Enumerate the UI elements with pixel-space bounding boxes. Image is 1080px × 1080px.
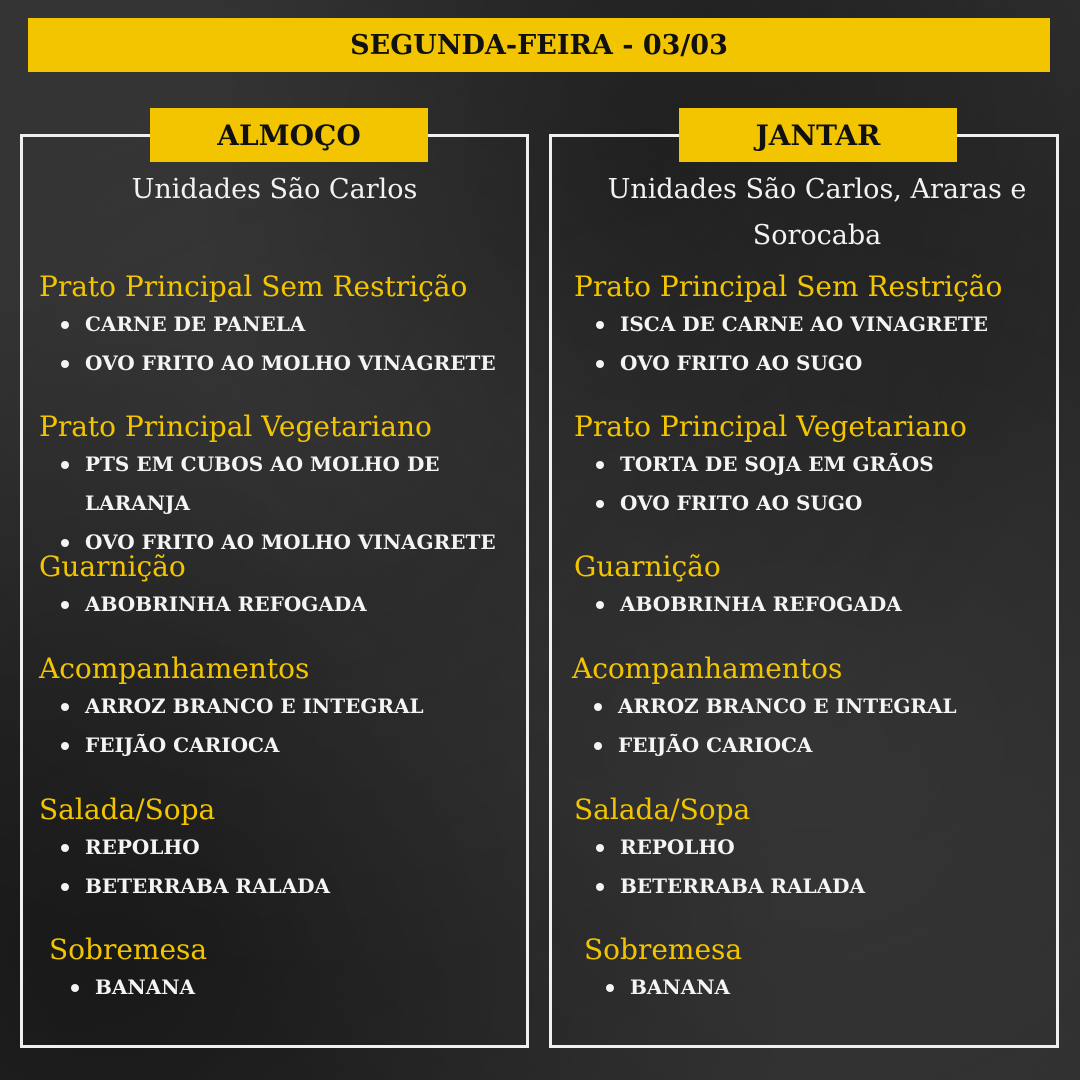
lunch-salad-section (39, 792, 526, 906)
lunch-units: Unidades São Carlos (131, 174, 418, 205)
list-item: OVO FRITO AO MOLHO VINAGRETE (39, 523, 526, 562)
section-title: Acompanhamentos (572, 652, 843, 685)
dinner-accompaniments-section (572, 651, 1056, 765)
list-item: ABOBRINHA REFOGADA (39, 585, 526, 624)
list-item: ISCA DE CARNE AO VINAGRETE (574, 305, 1056, 344)
dinner-vegetarian-section (574, 409, 1056, 523)
lunch-dessert-section (49, 932, 526, 1007)
list-item: REPOLHO (39, 828, 526, 867)
section-title: Prato Principal Sem Restrição (39, 270, 468, 303)
section-title: Acompanhamentos (39, 652, 310, 685)
list-item: OVO FRITO AO SUGO (574, 484, 1056, 523)
lunch-side-section (39, 549, 526, 624)
list-item: TORTA DE SOJA EM GRÃOS (574, 445, 1056, 484)
section-title: Guarnição (574, 550, 721, 583)
list-item: BETERRABA RALADA (574, 867, 1056, 906)
list-item: ARROZ BRANCO E INTEGRAL (39, 687, 526, 726)
section-title: Sobremesa (584, 933, 743, 966)
dinner-salad-section (574, 792, 1056, 906)
list-item: BETERRABA RALADA (39, 867, 526, 906)
list-item: CARNE DE PANELA (39, 305, 526, 344)
list-item: ARROZ BRANCO E INTEGRAL (572, 687, 1056, 726)
section-title: Sobremesa (49, 933, 208, 966)
section-title: Salada/Sopa (39, 793, 216, 826)
lunch-panel (20, 118, 529, 1048)
section-title: Guarnição (39, 550, 186, 583)
lunch-accompaniments-section (39, 651, 526, 765)
page-title: SEGUNDA-FEIRA - 03/03 (28, 18, 1050, 72)
list-item: FEIJÃO CARIOCA (572, 726, 1056, 765)
section-title: Prato Principal Vegetariano (574, 410, 967, 443)
dinner-dessert-section (584, 932, 1056, 1007)
dinner-label: JANTAR (679, 108, 957, 162)
section-title: Prato Principal Vegetariano (39, 410, 432, 443)
list-item: OVO FRITO AO SUGO (574, 344, 1056, 383)
dinner-side-section (574, 549, 1056, 624)
list-item: BANANA (584, 968, 1056, 1007)
dinner-panel (549, 118, 1059, 1048)
dinner-units: Unidades São Carlos, Araras e Sorocaba (607, 174, 1027, 251)
list-item: BANANA (49, 968, 526, 1007)
section-title: Salada/Sopa (574, 793, 751, 826)
list-item: FEIJÃO CARIOCA (39, 726, 526, 765)
list-item: REPOLHO (574, 828, 1056, 867)
lunch-vegetarian-section (39, 409, 526, 562)
list-item: OVO FRITO AO MOLHO VINAGRETE (39, 344, 526, 383)
list-item: PTS EM CUBOS AO MOLHO DE LARANJA (39, 445, 505, 523)
list-item: ABOBRINHA REFOGADA (574, 585, 1056, 624)
lunch-main-section (39, 269, 526, 383)
dinner-main-section (574, 269, 1056, 383)
section-title: Prato Principal Sem Restrição (574, 270, 1003, 303)
lunch-label: ALMOÇO (150, 108, 428, 162)
